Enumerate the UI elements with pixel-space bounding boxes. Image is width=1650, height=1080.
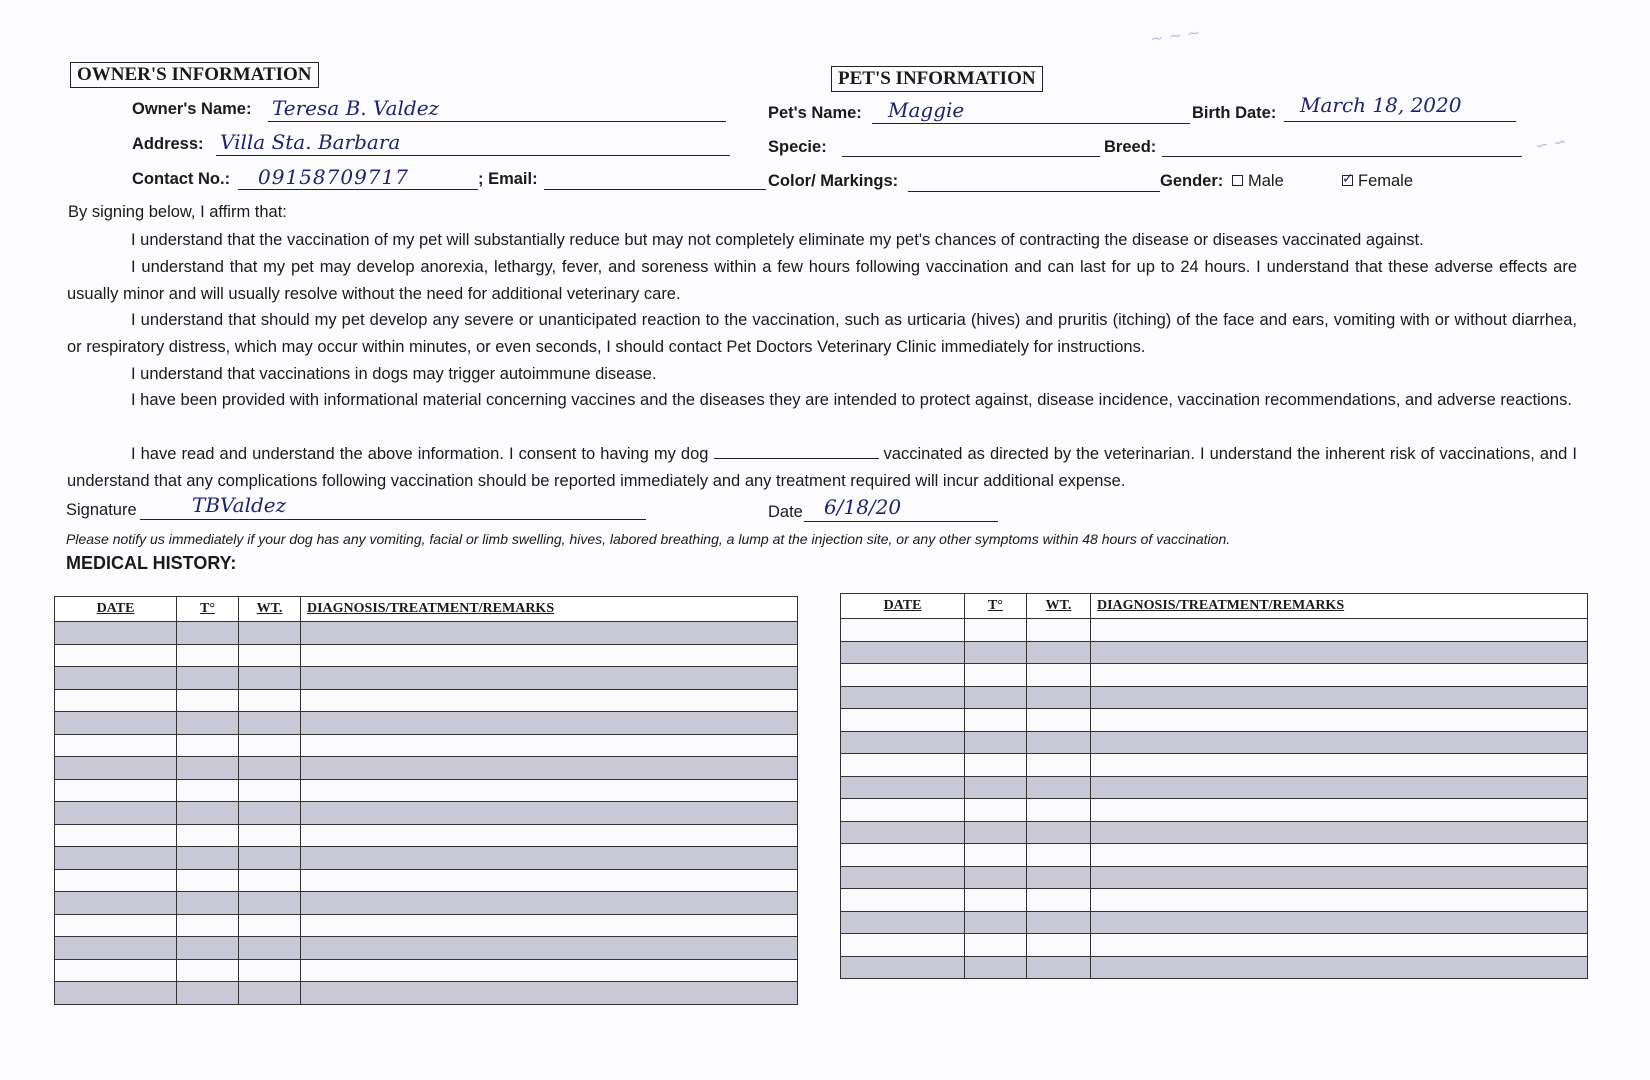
remarks-cell[interactable]: [301, 937, 798, 960]
temperature-cell[interactable]: [965, 821, 1027, 844]
consent-paragraph-6-start: I have read and understand the above information. I consent to having my dog: [131, 445, 709, 463]
weight-cell[interactable]: [239, 622, 301, 645]
weight-cell[interactable]: [1027, 911, 1091, 934]
consent-paragraph-6-end: vaccinated as directed by the veterinarian. I understand the inherent risk of vaccinations, and I understand that any complications following vaccination should be reported immediately and any treatment required will incur additional expense.: [67, 445, 1577, 490]
female-checkbox[interactable]: [1342, 175, 1353, 186]
remarks-cell[interactable]: [301, 869, 798, 892]
table-row: [55, 824, 798, 847]
breed-line: [1162, 156, 1522, 157]
table-row: [55, 982, 798, 1005]
remarks-column-header: DIAGNOSIS/TREATMENT/REMARKS: [1091, 594, 1588, 619]
remarks-cell[interactable]: [1091, 641, 1588, 664]
weight-cell[interactable]: [239, 982, 301, 1005]
weight-cell[interactable]: [239, 734, 301, 757]
weight-cell[interactable]: [1027, 731, 1091, 754]
table-row: [841, 844, 1588, 867]
table-row: [55, 869, 798, 892]
table-row: [55, 644, 798, 667]
table-row: [55, 712, 798, 735]
date-cell[interactable]: [55, 982, 177, 1005]
medical-history-title: MEDICAL HISTORY:: [66, 553, 237, 573]
remarks-cell[interactable]: [1091, 664, 1588, 687]
weight-cell[interactable]: [239, 847, 301, 870]
consent-paragraph-1: I understand that the vaccination of my pet will substantially reduce but may not completely eliminate my pet's chances of contracting the disease or diseases vaccinated against.: [131, 231, 1424, 249]
specie-label: Specie:: [768, 138, 827, 156]
weight-cell[interactable]: [239, 712, 301, 735]
temperature-cell[interactable]: [965, 686, 1027, 709]
weight-cell[interactable]: [239, 802, 301, 825]
bleed-through-marks: ~ ~ ∼: [1148, 22, 1202, 49]
date-column-header: DATE: [841, 594, 965, 619]
temperature-cell[interactable]: [177, 689, 239, 712]
specie-line: [842, 156, 1100, 157]
date-label: Date: [768, 503, 803, 521]
date-cell[interactable]: [841, 866, 965, 889]
temperature-cell[interactable]: [965, 709, 1027, 732]
signature-line: [140, 519, 646, 520]
date-cell[interactable]: [55, 689, 177, 712]
date-cell[interactable]: [55, 802, 177, 825]
table-row: [841, 754, 1588, 777]
weight-cell[interactable]: [1027, 799, 1091, 822]
male-label: Male: [1248, 172, 1284, 190]
weight-cell[interactable]: [239, 959, 301, 982]
remarks-cell[interactable]: [301, 622, 798, 645]
date-field[interactable]: 6/18/20: [824, 495, 902, 519]
weight-cell[interactable]: [1027, 709, 1091, 732]
gender-label: Gender:: [1160, 172, 1224, 190]
remarks-cell[interactable]: [1091, 686, 1588, 709]
temperature-cell[interactable]: [177, 802, 239, 825]
weight-cell[interactable]: [1027, 934, 1091, 957]
owner-name-label: Owner's Name:: [132, 100, 252, 118]
remarks-cell[interactable]: [1091, 956, 1588, 979]
remarks-column-header: DIAGNOSIS/TREATMENT/REMARKS: [301, 597, 798, 622]
temperature-cell[interactable]: [965, 799, 1027, 822]
weight-cell[interactable]: [1027, 889, 1091, 912]
remarks-cell[interactable]: [301, 667, 798, 690]
weight-cell[interactable]: [239, 757, 301, 780]
weight-cell[interactable]: [239, 644, 301, 667]
birth-date-line: [1284, 121, 1516, 122]
table-row: [841, 889, 1588, 912]
consent-paragraph-2: I understand that my pet may develop anorexia, lethargy, fever, and soreness within a few hours following vaccination and can last for up to 24 hours. I understand that these adverse effects are usually minor and will usually resolve without the need for additional veterinary care.: [67, 258, 1577, 303]
temperature-cell[interactable]: [177, 869, 239, 892]
consent-intro: By signing below, I affirm that:: [68, 203, 287, 221]
remarks-cell[interactable]: [1091, 776, 1588, 799]
date-cell[interactable]: [55, 914, 177, 937]
remarks-cell[interactable]: [1091, 911, 1588, 934]
table-row: [55, 667, 798, 690]
table-row: [55, 779, 798, 802]
table-row: [55, 959, 798, 982]
weight-cell[interactable]: [239, 689, 301, 712]
table-row: [841, 799, 1588, 822]
temperature-cell[interactable]: [965, 754, 1027, 777]
date-cell[interactable]: [841, 956, 965, 979]
remarks-cell[interactable]: [301, 824, 798, 847]
table-row: [841, 821, 1588, 844]
remarks-cell[interactable]: [1091, 709, 1588, 732]
pet-name-label: Pet's Name:: [768, 104, 862, 122]
weight-cell[interactable]: [1027, 844, 1091, 867]
temperature-cell[interactable]: [965, 911, 1027, 934]
owner-name-line: [268, 121, 726, 122]
contact-field[interactable]: 09158709717: [258, 165, 409, 189]
temperature-cell[interactable]: [177, 824, 239, 847]
remarks-cell[interactable]: [301, 734, 798, 757]
date-cell[interactable]: [841, 731, 965, 754]
breed-label: Breed:: [1104, 138, 1157, 156]
temperature-cell[interactable]: [177, 644, 239, 667]
temperature-cell[interactable]: [965, 664, 1027, 687]
temperature-cell[interactable]: [177, 847, 239, 870]
date-cell[interactable]: [841, 776, 965, 799]
remarks-cell[interactable]: [301, 914, 798, 937]
address-field[interactable]: Villa Sta. Barbara: [220, 130, 401, 154]
owner-section-title: OWNER'S INFORMATION: [70, 62, 319, 88]
remarks-cell[interactable]: [301, 757, 798, 780]
table-row: [841, 664, 1588, 687]
temperature-column-header: T°: [965, 594, 1027, 619]
table-row: [55, 892, 798, 915]
date-cell[interactable]: [55, 937, 177, 960]
address-line: [216, 155, 730, 156]
date-line: [804, 521, 998, 522]
date-column-header: DATE: [55, 597, 177, 622]
temperature-cell[interactable]: [965, 889, 1027, 912]
date-cell[interactable]: [55, 712, 177, 735]
table-header-row: [55, 597, 798, 622]
medical-history-table-left: [54, 596, 798, 1005]
remarks-cell[interactable]: [1091, 889, 1588, 912]
vaccination-notice: Please notify us immediately if your dog has any vomiting, facial or limb swelling, hives, labored breathing, a lump at the injection site, or any other symptoms within 48 hours of vaccination.: [66, 531, 1231, 547]
weight-cell[interactable]: [1027, 866, 1091, 889]
date-cell[interactable]: [55, 869, 177, 892]
temperature-cell[interactable]: [965, 619, 1027, 642]
table-row: [841, 619, 1588, 642]
email-line: [544, 189, 766, 190]
temperature-cell[interactable]: [965, 641, 1027, 664]
table-row: [841, 956, 1588, 979]
table-row: [841, 641, 1588, 664]
table-row: [55, 689, 798, 712]
temperature-cell[interactable]: [177, 892, 239, 915]
remarks-cell[interactable]: [1091, 934, 1588, 957]
birth-date-label: Birth Date:: [1192, 104, 1277, 122]
weight-cell[interactable]: [239, 824, 301, 847]
remarks-cell[interactable]: [1091, 866, 1588, 889]
weight-cell[interactable]: [1027, 641, 1091, 664]
weight-cell[interactable]: [239, 779, 301, 802]
consent-paragraph-6: [67, 441, 1577, 494]
date-cell[interactable]: [55, 847, 177, 870]
table-row: [841, 709, 1588, 732]
female-label: Female: [1358, 172, 1414, 190]
temperature-cell[interactable]: [965, 731, 1027, 754]
table-row: [841, 934, 1588, 957]
birth-date-field[interactable]: March 18, 2020: [1300, 93, 1462, 117]
weight-cell[interactable]: [1027, 664, 1091, 687]
weight-cell[interactable]: [239, 667, 301, 690]
address-label: Address:: [132, 135, 204, 153]
remarks-cell[interactable]: [1091, 619, 1588, 642]
weight-cell[interactable]: [239, 869, 301, 892]
consent-paragraph-3: I understand that should my pet develop any severe or unanticipated reaction to the vaccination, such as urticaria (hives) and pruritis (itching) of the face and ears, vomiting with or without diarrhea, or respiratory distress, which may occur within minutes, or even seconds, I should contact Pet Doctors Veterinary Clinic immediately for instructions.: [67, 311, 1577, 356]
remarks-cell[interactable]: [1091, 754, 1588, 777]
date-cell[interactable]: [55, 644, 177, 667]
temperature-cell[interactable]: [177, 982, 239, 1005]
table-row: [55, 847, 798, 870]
signature-label: Signature: [66, 501, 137, 519]
gender-option-female[interactable]: [1342, 171, 1413, 191]
medical-history-table-right: [840, 593, 1588, 979]
temperature-cell[interactable]: [177, 622, 239, 645]
remarks-cell[interactable]: [301, 689, 798, 712]
temperature-cell[interactable]: [177, 779, 239, 802]
date-cell[interactable]: [55, 667, 177, 690]
table-row: [55, 937, 798, 960]
remarks-cell[interactable]: [1091, 844, 1588, 867]
table-header-row: [841, 594, 1588, 619]
date-cell[interactable]: [55, 824, 177, 847]
date-cell[interactable]: [55, 622, 177, 645]
color-markings-line: [908, 191, 1160, 192]
remarks-cell[interactable]: [301, 644, 798, 667]
temperature-cell[interactable]: [965, 934, 1027, 957]
temperature-cell[interactable]: [965, 776, 1027, 799]
date-cell[interactable]: [841, 619, 965, 642]
date-cell[interactable]: [841, 754, 965, 777]
weight-column-header: WT.: [239, 597, 301, 622]
date-cell[interactable]: [841, 709, 965, 732]
table-row: [55, 914, 798, 937]
weight-cell[interactable]: [1027, 619, 1091, 642]
owner-name-field[interactable]: Teresa B. Valdez: [272, 96, 440, 120]
weight-cell[interactable]: [1027, 776, 1091, 799]
temperature-cell[interactable]: [177, 937, 239, 960]
date-cell[interactable]: [841, 821, 965, 844]
temperature-cell[interactable]: [965, 866, 1027, 889]
date-cell[interactable]: [841, 799, 965, 822]
temperature-column-header: T°: [177, 597, 239, 622]
date-cell[interactable]: [841, 889, 965, 912]
weight-cell[interactable]: [239, 914, 301, 937]
contact-line: [238, 189, 478, 190]
consent-paragraph-4: I understand that vaccinations in dogs may trigger autoimmune disease.: [131, 365, 657, 383]
date-cell[interactable]: [55, 892, 177, 915]
weight-cell[interactable]: [1027, 686, 1091, 709]
remarks-cell[interactable]: [1091, 821, 1588, 844]
temperature-cell[interactable]: [177, 914, 239, 937]
date-cell[interactable]: [841, 844, 965, 867]
remarks-cell[interactable]: [301, 712, 798, 735]
temperature-cell[interactable]: [177, 959, 239, 982]
consent-paragraph-5: I have been provided with informational material concerning vaccines and the diseases they are intended to protect against, disease incidence, vaccination recommendations, and adverse reactions.: [131, 391, 1572, 409]
table-row: [841, 911, 1588, 934]
email-label: ; Email:: [478, 170, 538, 188]
table-row: [55, 734, 798, 757]
weight-cell[interactable]: [1027, 821, 1091, 844]
pet-section-title: PET'S INFORMATION: [831, 66, 1043, 92]
temperature-cell[interactable]: [177, 734, 239, 757]
weight-column-header: WT.: [1027, 594, 1091, 619]
male-checkbox[interactable]: [1232, 175, 1243, 186]
temperature-cell[interactable]: [177, 757, 239, 780]
color-markings-label: Color/ Markings:: [768, 172, 899, 190]
date-cell[interactable]: [55, 959, 177, 982]
table-row: [841, 866, 1588, 889]
table-row: [55, 802, 798, 825]
pet-name-line: [872, 123, 1190, 124]
remarks-cell[interactable]: [301, 847, 798, 870]
table-row: [841, 776, 1588, 799]
date-cell[interactable]: [841, 686, 965, 709]
remarks-cell[interactable]: [301, 802, 798, 825]
date-cell[interactable]: [841, 641, 965, 664]
date-cell[interactable]: [55, 757, 177, 780]
weight-cell[interactable]: [239, 937, 301, 960]
weight-cell[interactable]: [1027, 754, 1091, 777]
weight-cell[interactable]: [1027, 956, 1091, 979]
remarks-cell[interactable]: [301, 779, 798, 802]
remarks-cell[interactable]: [301, 982, 798, 1005]
date-cell[interactable]: [55, 734, 177, 757]
remarks-cell[interactable]: [301, 959, 798, 982]
remarks-cell[interactable]: [301, 892, 798, 915]
date-cell[interactable]: [841, 911, 965, 934]
remarks-cell[interactable]: [1091, 799, 1588, 822]
remarks-cell[interactable]: [1091, 731, 1588, 754]
weight-cell[interactable]: [239, 892, 301, 915]
table-row: [841, 686, 1588, 709]
temperature-cell[interactable]: [965, 956, 1027, 979]
contact-label: Contact No.:: [132, 170, 231, 188]
dog-name-blank[interactable]: [714, 444, 879, 459]
gender-option-male[interactable]: [1232, 171, 1284, 191]
temperature-cell[interactable]: [177, 712, 239, 735]
bleed-through-marks: ∽ ∽: [1533, 131, 1569, 156]
table-row: [55, 757, 798, 780]
table-row: [841, 731, 1588, 754]
date-cell[interactable]: [841, 934, 965, 957]
table-row: [55, 622, 798, 645]
date-cell[interactable]: [841, 664, 965, 687]
temperature-cell[interactable]: [177, 667, 239, 690]
temperature-cell[interactable]: [965, 844, 1027, 867]
pet-name-field[interactable]: Maggie: [888, 98, 965, 122]
signature-field[interactable]: TBValdez: [192, 493, 287, 517]
date-cell[interactable]: [55, 779, 177, 802]
